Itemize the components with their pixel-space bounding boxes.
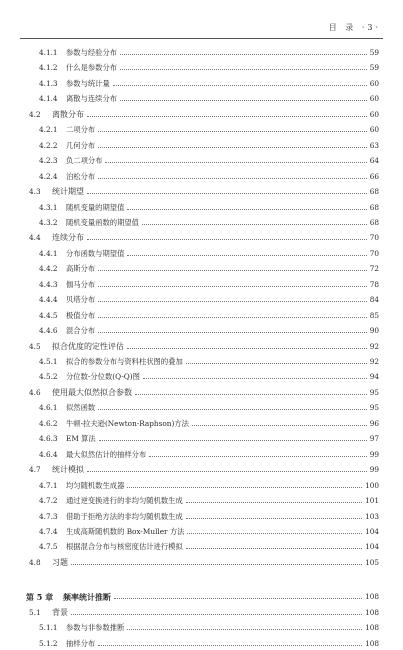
toc-entry-page: 95 [369, 403, 379, 413]
toc-entry-page: 90 [369, 326, 379, 336]
toc-leader-dots [127, 255, 367, 256]
toc-leader-dots [87, 471, 367, 472]
toc-entry-number: 4.7.5 [39, 542, 58, 552]
toc-entry-number: 4.2.4 [39, 171, 58, 181]
toc-leader-dots [87, 193, 367, 194]
toc-entry-page: 103 [365, 511, 379, 521]
toc-entry-title: 分布函数与期望值 [66, 248, 125, 258]
toc-leader-dots [187, 533, 362, 534]
toc-entry-title: 离散与连续分布 [66, 94, 118, 104]
toc-entry-title: 统计期望 [52, 187, 84, 197]
toc-entry-page: 99 [369, 465, 379, 475]
toc-entry-page: 68 [369, 217, 379, 227]
toc-leader-dots [186, 502, 362, 503]
toc-entry-title: 使用最大似然拟合参数 [52, 387, 132, 397]
toc-entry-page: 92 [369, 341, 379, 351]
toc-entry-page: 104 [365, 526, 379, 536]
toc-entry-page: 94 [369, 372, 379, 382]
toc-leader-dots [105, 162, 367, 163]
toc-leader-dots [113, 85, 367, 86]
toc-entry-number: 4.2 [29, 109, 41, 119]
toc-entry [0, 263, 403, 275]
toc-leader-dots [149, 456, 367, 457]
toc-entry-page: 70 [369, 248, 379, 258]
toc-entry [0, 186, 403, 198]
toc-leader-dots [143, 378, 367, 379]
toc-entry [0, 232, 403, 244]
running-header-text: 目 录 ·3· [328, 23, 381, 32]
toc-entry-number: 4.6.3 [39, 434, 58, 444]
toc-entry-title: 频率统计推断 [63, 592, 111, 603]
toc-entry-title: 参数与经验分布 [66, 48, 118, 57]
toc-entry-number: 4.2.3 [39, 156, 58, 166]
toc-entry-title: 参数与非参数推断 [66, 623, 125, 633]
toc-entry-title: 泊松分布 [66, 171, 96, 181]
toc-entry-number: 4.6 [29, 387, 41, 397]
toc-entry-number: 4.7.1 [39, 480, 58, 490]
toc-leader-dots [120, 54, 367, 55]
toc-entry-page: 68 [369, 202, 379, 212]
toc-entry-page: 59 [369, 63, 379, 73]
toc-leader-dots [71, 614, 362, 615]
toc-entry-page: 70 [369, 233, 379, 243]
toc-entry-number: 4.1.2 [39, 63, 58, 73]
toc-entry-page: 105 [365, 557, 379, 567]
toc-entry-page: 101 [365, 496, 379, 506]
toc-entry [0, 78, 403, 90]
toc-entry-page: 60 [369, 78, 379, 88]
toc-entry [0, 93, 403, 105]
toc-leader-dots [120, 100, 367, 101]
toc-entry-number: 4.3 [29, 187, 41, 197]
toc-leader-dots [98, 178, 367, 179]
toc-leader-dots [87, 116, 367, 117]
toc-leader-dots [98, 131, 367, 132]
toc-entry [0, 557, 403, 569]
toc-entry-title: 拟合的参数分布与资料柱状图的叠加 [66, 357, 183, 366]
toc-entry-number: 4.8 [29, 557, 41, 567]
toc-entry-title: 分位数-分位数(Q-Q)图 [66, 372, 140, 382]
toc-entry-page: 66 [369, 171, 379, 181]
toc-entry-page: 108 [365, 607, 379, 617]
toc-entry-page: 96 [369, 418, 379, 428]
toc-entry [0, 202, 403, 214]
toc-entry-page: 97 [369, 434, 379, 444]
toc-entry [0, 124, 403, 136]
toc-entry-title: 拟合优度的定性评估 [52, 341, 124, 351]
toc-entry-title: 借助于拒绝方法的非均匀随机数生成 [66, 511, 183, 521]
toc-entry [0, 511, 403, 523]
toc-entry-title: 随机变量的期望值 [66, 202, 125, 212]
toc-leader-dots [98, 409, 367, 410]
toc-entry [0, 62, 403, 74]
toc-entry-page: 60 [369, 109, 379, 119]
toc-entry-number: 5.1.1 [39, 623, 58, 633]
toc-entry-title: 牛顿-拉夫逊(Newton-Raphson)方法 [66, 418, 189, 428]
toc-entry [0, 622, 403, 634]
toc-entry-page: 78 [369, 279, 379, 289]
toc-entry-title: 高斯分布 [66, 264, 96, 274]
toc-entry-title: 负二项分布 [66, 156, 103, 166]
toc-entry-page: 92 [369, 357, 379, 366]
toc-entry [0, 171, 403, 183]
toc-entry [0, 109, 403, 121]
toc-entry [0, 464, 403, 476]
toc-entry-title: 贝塔分布 [66, 295, 96, 305]
toc-leader-dots [98, 301, 367, 302]
toc-entry-title: 极值分布 [66, 310, 96, 320]
toc-entry-title: 二项分布 [66, 125, 96, 135]
toc-entry-title: 抽样分布 [66, 638, 96, 648]
toc-entry [0, 541, 403, 553]
toc-entry [0, 402, 403, 414]
toc-entry-number: 4.2.1 [39, 125, 58, 135]
toc-leader-dots [192, 425, 367, 426]
toc-entry-title: 生成高斯随机数的 Box-Muller 方法 [66, 526, 185, 536]
toc-entry-number: 4.5.2 [39, 372, 58, 382]
toc-entry-page: 84 [369, 295, 379, 305]
toc-entry-number: 4.5.1 [39, 357, 58, 366]
toc-entry-page: 60 [369, 125, 379, 135]
toc-leader-dots [71, 564, 362, 565]
toc-entry-number: 4.4.2 [39, 264, 58, 274]
toc-entry [0, 294, 403, 306]
toc-entry-title: 随机变量函数的期望值 [66, 217, 139, 227]
toc-entry-number: 4.3.2 [39, 217, 58, 227]
toc-entry [0, 279, 403, 291]
toc-entry [0, 387, 403, 399]
toc-entry-number: 4.1.3 [39, 78, 58, 88]
toc-entry-title: 最大似然估计的抽样分布 [66, 449, 147, 459]
toc-entry-number: 4.2.2 [39, 140, 58, 150]
toc-leader-dots [98, 645, 362, 646]
toc-entry-page: 99 [369, 449, 379, 459]
toc-entry-number: 4.4.1 [39, 248, 58, 258]
toc-chapter-entry [0, 591, 403, 603]
toc-leader-dots [120, 69, 367, 70]
toc-entry-page: 68 [369, 187, 379, 197]
toc-entry-number: 4.1.1 [39, 48, 58, 57]
toc-entry-number: 4.4 [29, 233, 41, 243]
toc-entry-page: 60 [369, 94, 379, 104]
toc-entry-page: 100 [365, 480, 379, 490]
toc-entry [0, 248, 403, 260]
toc-entry-title: 混合分布 [66, 326, 96, 336]
toc-leader-dots [127, 209, 367, 210]
toc-leader-dots [98, 317, 367, 318]
toc-entry-page: 85 [369, 310, 379, 320]
toc-entry-title: 均匀随机数生成器 [66, 480, 125, 490]
toc-entry-title: 统计模拟 [52, 465, 84, 475]
toc-entry-title: 离散分布 [52, 109, 84, 119]
toc-entry [0, 449, 403, 461]
toc-entry-title: 似然函数 [66, 403, 96, 413]
toc-leader-dots [127, 487, 362, 488]
toc-entry-number: 4.7.2 [39, 496, 58, 506]
toc-entry-title: 参数与统计量 [66, 78, 110, 88]
toc-entry-page: 108 [365, 592, 379, 602]
toc-entry-page: 63 [369, 140, 379, 150]
toc-entry [0, 341, 403, 353]
toc-entry [0, 433, 403, 445]
toc-leader-dots [186, 518, 362, 519]
toc-entry-number: 4.4.6 [39, 326, 58, 336]
toc-entry-title: EM 算法 [66, 434, 96, 444]
toc-entry-page: 108 [365, 638, 379, 648]
toc-entry-number: 4.4.5 [39, 310, 58, 320]
toc-entry-number: 5.1.2 [39, 638, 58, 648]
toc-entry [0, 495, 403, 507]
toc-entry-number: 4.6.4 [39, 449, 58, 459]
toc-leader-dots [142, 224, 367, 225]
header-rule [20, 38, 383, 39]
toc-entry [0, 325, 403, 337]
toc-entry [0, 217, 403, 229]
toc-entry-number: 4.3.1 [39, 202, 58, 212]
toc-entry-title: 连续分布 [52, 233, 84, 243]
toc-entry-page: 72 [369, 264, 379, 274]
toc-entry-title: 通过逆变换进行的非均匀随机数生成 [66, 496, 183, 506]
running-header [0, 22, 403, 34]
toc-entry-title: 几何分布 [66, 140, 96, 150]
toc-entry-number: 4.5 [29, 341, 41, 351]
toc-entry-title: 背景 [52, 607, 68, 617]
toc-leader-dots [87, 239, 367, 240]
toc-leader-dots [98, 332, 367, 333]
toc-entry-title: 根据混合分布与核密度估计进行模拟 [66, 542, 183, 552]
toc-entry-page: 104 [365, 542, 379, 552]
toc-entry [0, 47, 403, 59]
toc-entry-title: 伽马分布 [66, 279, 96, 289]
toc-leader-dots [99, 440, 367, 441]
toc-entry [0, 140, 403, 152]
toc-entry [0, 155, 403, 167]
toc-entry-page: 59 [369, 48, 379, 57]
toc-entry-number: 4.4.4 [39, 295, 58, 305]
toc-entry-number: 4.4.3 [39, 279, 58, 289]
toc-entry [0, 371, 403, 383]
toc-entry-title: 习题 [52, 557, 68, 567]
toc-leader-dots [127, 348, 367, 349]
toc-leader-dots [135, 394, 367, 395]
toc-entry-number: 4.7.3 [39, 511, 58, 521]
toc-entry [0, 418, 403, 430]
toc-entry-page: 108 [365, 623, 379, 633]
toc-entry-number: 4.7.4 [39, 526, 58, 536]
toc-leader-dots [98, 270, 367, 271]
toc-entry-page: 64 [369, 156, 379, 166]
toc-entry-number: 4.1.4 [39, 94, 58, 104]
toc-leader-dots [127, 629, 362, 630]
toc-entry [0, 607, 403, 619]
toc-leader-dots [186, 363, 367, 364]
toc-leader-dots [98, 286, 367, 287]
toc-entry-number: 4.6.1 [39, 403, 58, 413]
toc-leader-dots [98, 147, 367, 148]
toc-entry-number: 4.7 [29, 465, 41, 475]
toc-entry [0, 638, 403, 650]
toc-entry [0, 356, 403, 368]
toc-leader-dots [186, 548, 362, 549]
toc-leader-dots [114, 598, 362, 599]
toc-entry-number: 第 5 章 [26, 592, 54, 603]
toc-entry-number: 5.1 [29, 607, 41, 617]
toc-entry-page: 95 [369, 387, 379, 397]
toc-entry [0, 480, 403, 492]
toc-entry-number: 4.6.2 [39, 418, 58, 428]
toc-entry [0, 310, 403, 322]
toc-entry-title: 什么是参数分布 [66, 63, 118, 73]
toc-entry [0, 526, 403, 538]
